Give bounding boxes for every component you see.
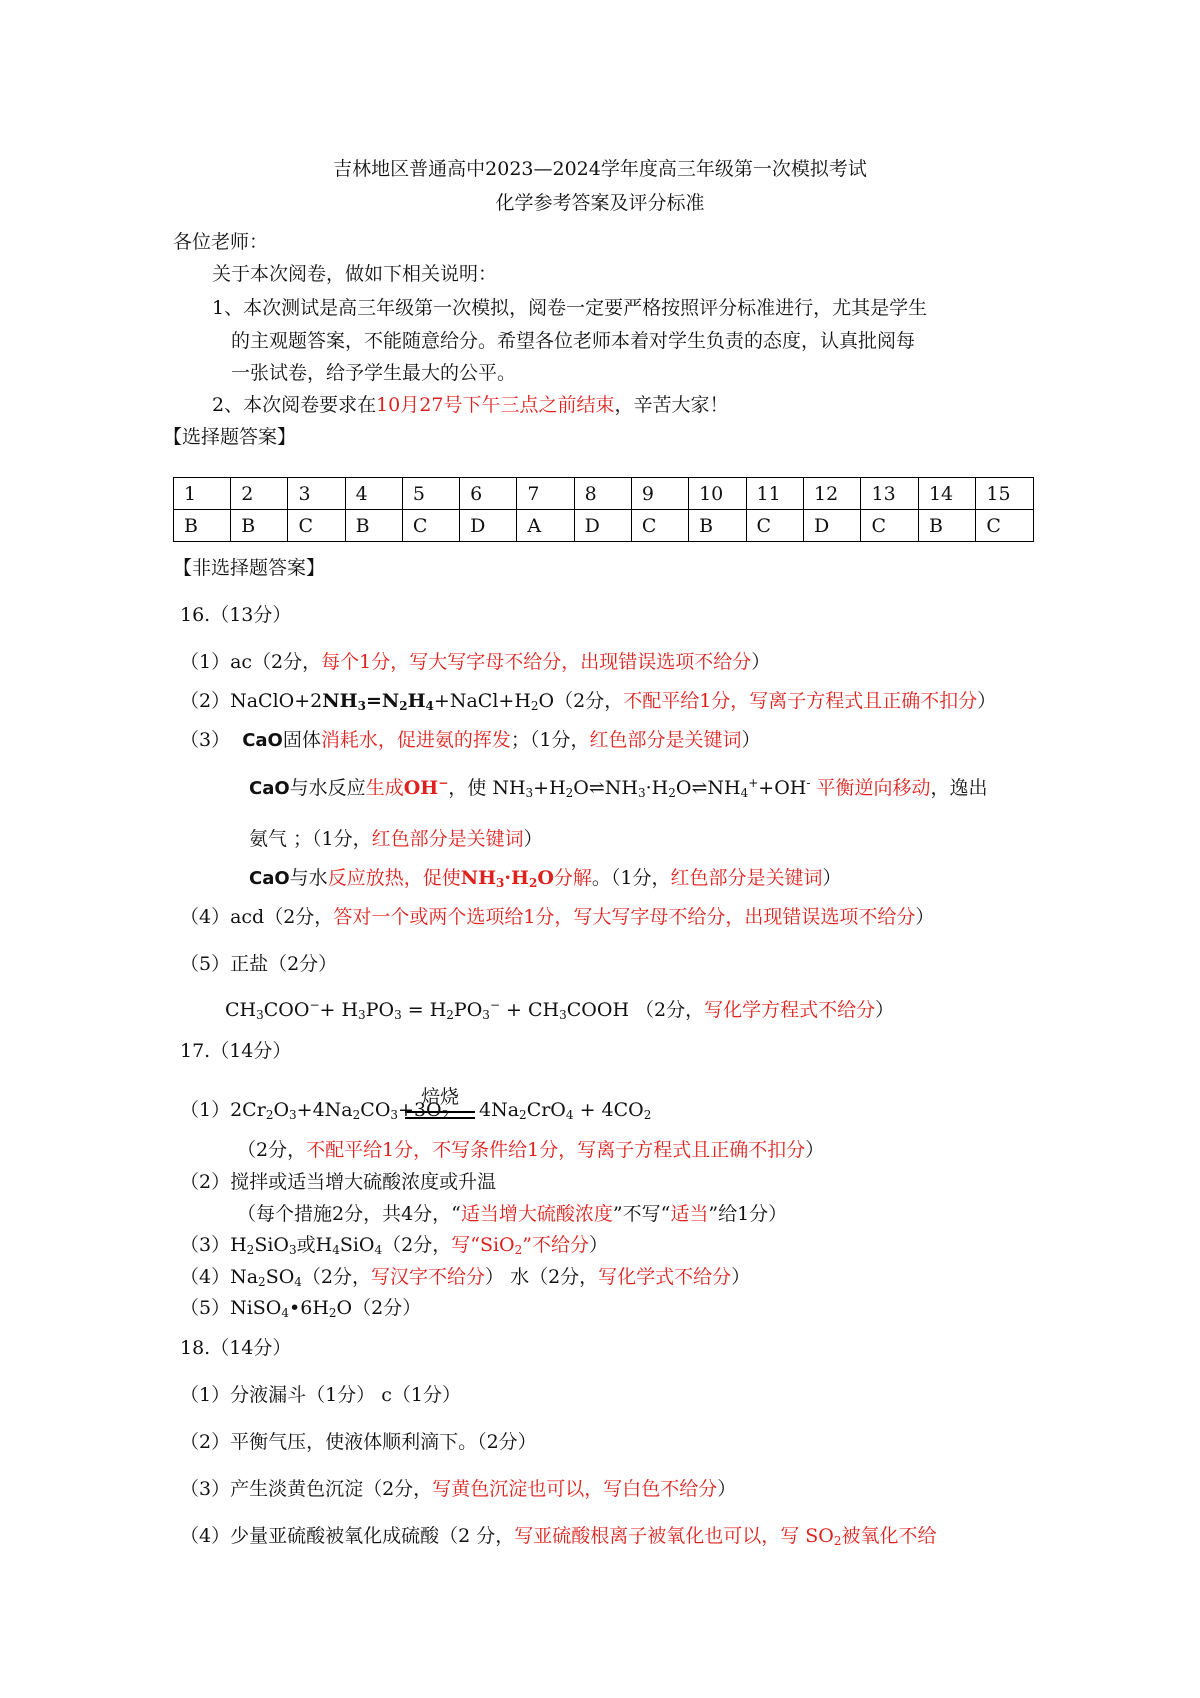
q16-part-2 [180,689,996,713]
note [514,1525,936,1547]
note: 适当增大硫酸浓度 [460,1203,613,1225]
q16-title: 16.（13分） [180,604,292,626]
q17-part-5 [180,1296,421,1320]
answer-cell: D [574,510,631,542]
sub: 3 [638,786,646,800]
q16-part-5: （5）正盐（2分） [180,953,338,975]
q16-p1-note: 每个1分，写大写字母不给分，出现错误选项不给分 [321,651,752,673]
t: O（2分） [336,1297,422,1319]
q16-part-3-reason-2-cont [249,827,543,851]
sup: + [748,776,759,790]
t: = H [401,999,447,1021]
t: ”给1分） [708,1203,788,1225]
t: ） [741,729,761,751]
t: ） 水（2分， [485,1266,599,1288]
answer-cell: C [288,510,345,542]
t: ） [805,1139,825,1161]
sub: 3 [496,876,505,890]
sub: 3 [357,699,366,713]
keyword: 反应放热，促使 [327,867,461,889]
question-number-row [174,478,1034,510]
answer-cell: B [231,510,288,542]
condition-label: 焙烧 [420,1086,459,1108]
sup: - [806,776,811,790]
sub: 3 [289,1108,297,1122]
keyword: 生成 [365,777,404,799]
number-cell: 15 [976,478,1034,510]
t: +H [533,777,566,799]
t: ·H [645,777,669,799]
note: 答对一个或两个选项给1分，写大写字母不给分，出现错误选项不给分 [333,906,916,928]
q16-part-3-reason-3 [249,866,842,891]
sub: 2 [668,786,676,800]
answer-cell: C [976,510,1034,542]
q16-part-4 [180,905,934,929]
t: ） [523,828,543,850]
sub: 3 [394,1008,402,1022]
t: ） [731,1266,751,1288]
t: （4）acd（2分， [180,906,334,928]
t: ，使 NH [448,777,526,799]
sub: 2 [265,1108,274,1122]
t: ） [589,1234,609,1256]
q17-part-1-scoring [237,1138,824,1162]
answer-cell: C [861,510,918,542]
t: ） [717,1478,737,1500]
t: =N [365,690,400,712]
sub: 2 [258,1275,266,1289]
t: +NaCl+H [433,690,531,712]
keyword-oh [404,777,449,799]
number-cell: 3 [288,478,345,510]
note: 写化学式不给分 [598,1266,732,1288]
sub: 4 [281,1306,290,1320]
answer-cell: B [689,510,746,542]
sub: 3 [559,1008,567,1022]
nonchoice-heading: 【非选择题答案】 [173,557,326,579]
t: ·H [504,867,529,889]
note: 写汉字不给分 [371,1266,486,1288]
t: COO [263,999,310,1021]
sub: 4 [425,699,434,713]
t: CrO [526,1099,566,1121]
sup: − [489,998,500,1012]
answer-cell: D [460,510,517,542]
answer-cell: A [517,510,574,542]
q18-part-4 [180,1524,937,1548]
t: 被氧化不给 [841,1525,937,1547]
t: 或H [296,1234,333,1256]
number-cell: 7 [517,478,574,510]
t: SO [265,1266,295,1288]
sub: 3 [482,1008,490,1022]
t: COOH （2分， [566,999,705,1021]
note-2 [212,393,728,417]
sub: 2 [833,1534,842,1548]
number-cell: 6 [460,478,517,510]
number-cell: 5 [402,478,459,510]
q18-part-1: （1）分液漏斗（1分） c（1分） [180,1384,461,1406]
sup: − [309,998,320,1012]
t: 4Na [479,1099,520,1121]
t: OH [403,777,439,799]
answer-row [174,510,1034,542]
sub: 2 [519,1108,527,1122]
t: 与水 [289,867,328,889]
answer-cell: C [746,510,803,542]
t: ） [875,999,895,1021]
answer-cell: B [174,510,231,542]
note-2-prefix: 2、本次阅卷要求在 [212,394,377,416]
t: NH [460,867,497,889]
sub: 4 [332,1243,340,1257]
t: PO [365,999,395,1021]
t: （4）少量亚硫酸被氧化成硫酸（2 分， [180,1525,515,1547]
sup: − [438,776,449,790]
t: （2分， [382,1234,452,1256]
keyword-nh3h2o [461,867,554,889]
number-cell: 1 [174,478,231,510]
t: （3） [180,729,231,751]
sub: 2 [352,1108,361,1122]
sub: 2 [441,1108,450,1122]
t: （3）H [180,1234,247,1256]
sub: 2 [514,1243,523,1257]
note: 适当 [670,1203,709,1225]
t: （4）Na [180,1266,259,1288]
note-2-deadline: 10月27号下午三点之前结束 [376,394,615,416]
sub: 2 [528,876,538,890]
t: 固体 [282,729,321,751]
t: （2分， [237,1139,307,1161]
t: +OH [758,777,807,799]
q16-p2-eq-start: （2）NaClO+2 [180,690,323,712]
t: + CH [500,999,560,1021]
t: + 4CO [573,1099,644,1121]
t: •6H [289,1297,329,1319]
t: SiO [339,1234,375,1256]
note-1-line-1: 1、本次测试是高三年级第一次模拟，阅卷一定要严格按照评分标准进行，尤其是学生 [212,297,928,319]
t: CH [225,999,257,1021]
t: （1）2Cr [180,1099,266,1121]
note: 写化学方程式不给分 [704,999,876,1021]
t: （3）产生淡黄色沉淀（2分， [180,1478,433,1500]
t: +4Na [296,1099,353,1121]
cao-label: CaO [249,868,290,889]
t: PO [453,999,483,1021]
document-subtitle: 化学参考答案及评分标准 [495,192,705,214]
t: 写亚硫酸根离子被氧化也可以，写 SO [514,1525,834,1547]
sub: 3 [390,1108,399,1122]
sub: 2 [446,1008,454,1022]
number-cell: 4 [345,478,402,510]
t: SiO [254,1234,289,1256]
sub: 2 [246,1243,255,1257]
q17-part-2-scoring [237,1202,787,1226]
t: + H [319,999,359,1021]
q17-part-1-products [479,1098,651,1122]
number-cell: 8 [574,478,631,510]
q16-p1-close: ） [751,651,771,673]
number-cell: 11 [746,478,803,510]
q17-part-1 [180,1098,449,1122]
document-title: 吉林地区普通高中2023—2024学年度高三年级第一次模拟考试 [333,158,867,180]
number-cell: 2 [231,478,288,510]
t: ；（1分， [510,729,590,751]
t: O（2分， [538,690,624,712]
q17-part-4 [180,1265,750,1289]
sub: 4 [565,1108,574,1122]
sub: 4 [374,1243,383,1257]
t: ） [822,867,842,889]
t: 氨气 ；（1分， [249,828,372,850]
q16-part-3 [180,728,761,753]
q17-part-3 [180,1233,608,1257]
note: 红色部分是关键词 [589,729,742,751]
note [451,1234,589,1256]
t: （5）NiSO [180,1297,282,1319]
q18-part-3 [180,1477,736,1501]
note-2-suffix: ，辛苦大家！ [614,394,729,416]
keyword: 分解 [553,867,592,889]
sub: 3 [525,786,534,800]
t: （每个措施2分，共4分，“ [237,1203,461,1225]
cao-label: CaO [242,730,283,751]
t: H [407,690,426,712]
t: O [273,1099,290,1121]
q16-part-3-reason-2 [249,776,988,801]
sub: 2 [565,786,574,800]
t: O [537,867,554,889]
answer-cell: C [631,510,688,542]
number-cell: 10 [689,478,746,510]
t: ”不写“ [612,1203,671,1225]
answer-cell: B [918,510,975,542]
q17-part-2: （2）搅拌或适当增大硫酸浓度或升温 [180,1171,497,1193]
t: ”不给分 [522,1234,589,1256]
q18-title: 18.（14分） [180,1337,292,1359]
sub: 3 [358,1008,366,1022]
t: 写“SiO [451,1234,515,1256]
sub: 2 [643,1108,652,1122]
q16-p2-note: 不配平给1分，写离子方程式且正确不扣分 [623,690,978,712]
sub: 3 [256,1008,264,1022]
t: O⇌NH [675,777,741,799]
intro-lead: 关于本次阅卷，做如下相关说明： [212,263,498,285]
number-cell: 9 [631,478,688,510]
t: （2分， [301,1266,372,1288]
sub: 2 [328,1306,337,1320]
sub: 4 [294,1275,302,1289]
note: 红色部分是关键词 [371,828,524,850]
note-1-line-3: 一张试卷，给予学生最大的公平。 [231,362,517,384]
q16-part-5-equation [225,998,894,1022]
keyword: 消耗水，促进氨的挥发 [320,729,511,751]
sub: 2 [530,699,539,713]
number-cell: 14 [918,478,975,510]
q17-title: 17.（14分） [180,1040,292,1062]
sub: 4 [740,786,749,800]
choice-heading: 【选择题答案】 [163,426,297,448]
t: 与水反应 [289,777,366,799]
t: CO [360,1099,391,1121]
t: O⇌NH [573,777,638,799]
t: 。（1分， [591,867,671,889]
answer-cell: B [345,510,402,542]
q16-part-1 [180,650,770,674]
answer-cell: C [402,510,459,542]
cao-label: CaO [249,778,290,799]
number-cell: 12 [804,478,861,510]
note: 写黄色沉淀也可以，写白色不给分 [432,1478,718,1500]
note: 不配平给1分，不写条件给1分，写离子方程式且正确不扣分 [306,1139,806,1161]
q16-p2-eq-bold [322,690,434,712]
t: ） [915,906,935,928]
greeting: 各位老师： [173,231,269,253]
number-cell: 13 [861,478,918,510]
answer-cell: D [804,510,861,542]
sub: 3 [288,1243,297,1257]
q16-p1-answer: （1）ac（2分， [180,651,322,673]
choice-answer-table [173,477,1034,542]
sub: 2 [399,699,408,713]
keyword: 平衡逆向移动 [810,777,931,799]
note-1-line-2: 的主观题答案，不能随意给分。希望各位老师本着对学生负责的态度，认真批阅每 [231,330,916,352]
t: +3O [398,1099,442,1121]
t: ，逸出 [930,777,988,799]
t: ） [977,690,997,712]
t: NH [322,690,358,712]
q18-part-2: （2）平衡气压，使液体顺利滴下。（2分） [180,1431,537,1453]
note: 红色部分是关键词 [670,867,823,889]
